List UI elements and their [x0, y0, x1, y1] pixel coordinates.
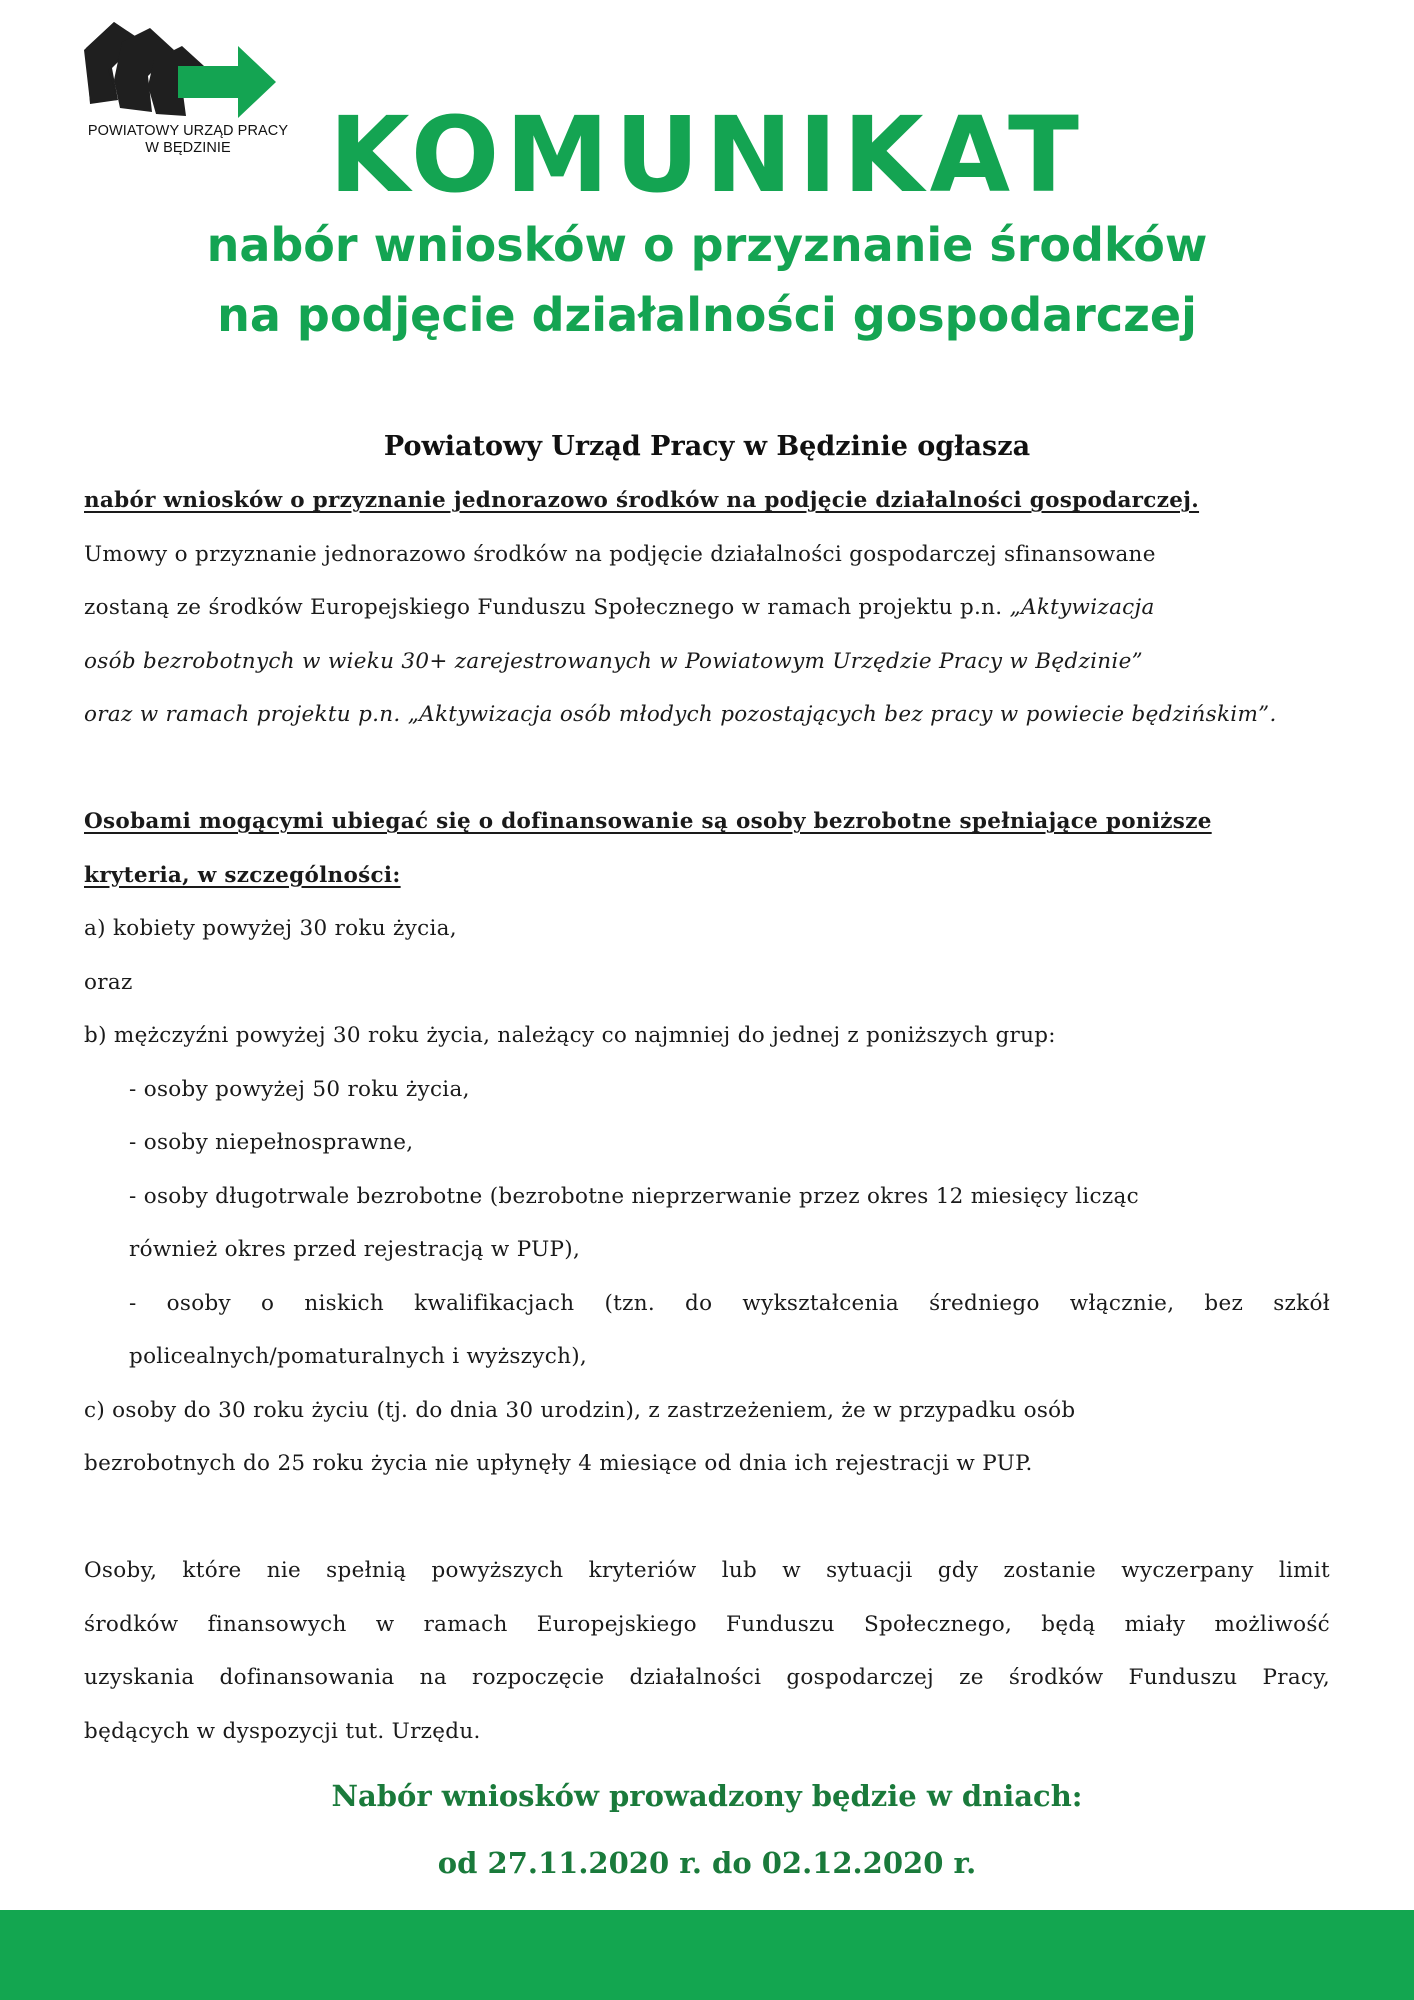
para1-line2-plain: zostaną ze środków Europejskiego Funduszu Społecznego w ramach projektu p.n. — [84, 595, 1010, 620]
spacer — [84, 742, 1330, 796]
dates-heading: Nabór wniosków prowadzony będzie w dniach: — [331, 1779, 1083, 1813]
para1-line3: osób bezrobotnych w wieku 30+ zarejestrowanych w Powiatowym Urzędzie Pracy w Będzinie” — [84, 648, 1143, 674]
logo-name-line2: W BĘDZINIE — [145, 140, 231, 156]
criteria-item-b: b) mężczyźni powyżej 30 roku życia, należący co najmniej do jednej z poniższych grup: — [84, 1023, 1056, 1048]
announcement-body — [84, 420, 1330, 1896]
para1-line2 — [84, 581, 1330, 635]
criteria-item-c-line1: c) osoby do 30 roku życiu (tj. do dnia 30 urodzin), z zastrzeżeniem, że w przypadku osób — [84, 1397, 1076, 1423]
subtitle-line1: nabór wniosków o przyznanie środków — [206, 218, 1208, 272]
para2-line4: będących w dyspozycji tut. Urzędu. — [84, 1718, 481, 1744]
criteria-sub-3-line2: również okres przed rejestracją w PUP), — [129, 1237, 581, 1262]
criteria-heading-line1: Osobami mogącymi ubiegać się o dofinansowanie są osoby bezrobotne spełniające poniższe — [84, 809, 1212, 834]
criteria-heading-line2: kryteria, w szczególności: — [84, 862, 401, 888]
para1-line4: oraz w ramach projektu p.n. „Aktywizacja osób młodych pozostających bez pracy w powiecie będzińskim”. — [84, 702, 1277, 727]
criteria-sub-2: - osoby niepełnosprawne, — [129, 1130, 414, 1155]
subtitle-line2: na podjęcie działalności gospodarczej — [217, 288, 1197, 342]
criteria-sub-4-line1: - osoby o niskich kwalifikacjach (tzn. do wykształcenia średniego włącznie, bez szkół — [129, 1290, 1330, 1316]
criteria-sub-4-line2: policealnych/pomaturalnych i wyższych), — [129, 1344, 588, 1369]
criteria-sub-1: - osoby powyżej 50 roku życia, — [129, 1076, 470, 1102]
criteria-oraz: oraz — [84, 969, 133, 995]
page-subtitle — [0, 210, 1414, 350]
para2-line2: środków finansowych w ramach Europejskiego Funduszu Społecznego, będą miały możliwość — [84, 1611, 1330, 1637]
criteria-item-a: a) kobiety powyżej 30 roku życia, — [84, 916, 457, 941]
announcement-heading: Powiatowy Urząd Pracy w Będzinie ogłasza — [383, 431, 1031, 462]
para2-line3: uzyskania dofinansowania na rozpoczęcie działalności gospodarczej ze środków Funduszu Pracy, — [84, 1665, 1330, 1690]
intro-underlined: nabór wniosków o przyznanie jednorazowo środków na podjęcie działalności gospodarczej. — [84, 488, 1200, 513]
para1-line1: Umowy o przyznanie jednorazowo środków na podjęcie działalności gospodarczej sfinansowane — [84, 541, 1156, 567]
criteria-item-c-line2: bezrobotnych do 25 roku życia nie upłynęły 4 miesiące od dnia ich rejestracji w PUP. — [84, 1451, 1033, 1476]
dates-value: od 27.11.2020 r. do 02.12.2020 r. — [437, 1846, 977, 1880]
criteria-sub-3-line1: - osoby długotrwale bezrobotne (bezrobotne nieprzerwanie przez okres 12 miesięcy licząc — [129, 1183, 1139, 1209]
para1-line2-italic: „Aktywizacja — [1009, 595, 1155, 620]
footer-bar — [0, 1910, 1414, 2000]
logo-name-line1: POWIATOWY URZĄD PRACY — [87, 123, 289, 139]
page-title: KOMUNIKAT — [329, 94, 1085, 216]
para2-line1: Osoby, które nie spełnią powyższych kryteriów lub w sytuacji gdy zostanie wyczerpany limit — [84, 1558, 1330, 1583]
spacer — [84, 1491, 1330, 1545]
